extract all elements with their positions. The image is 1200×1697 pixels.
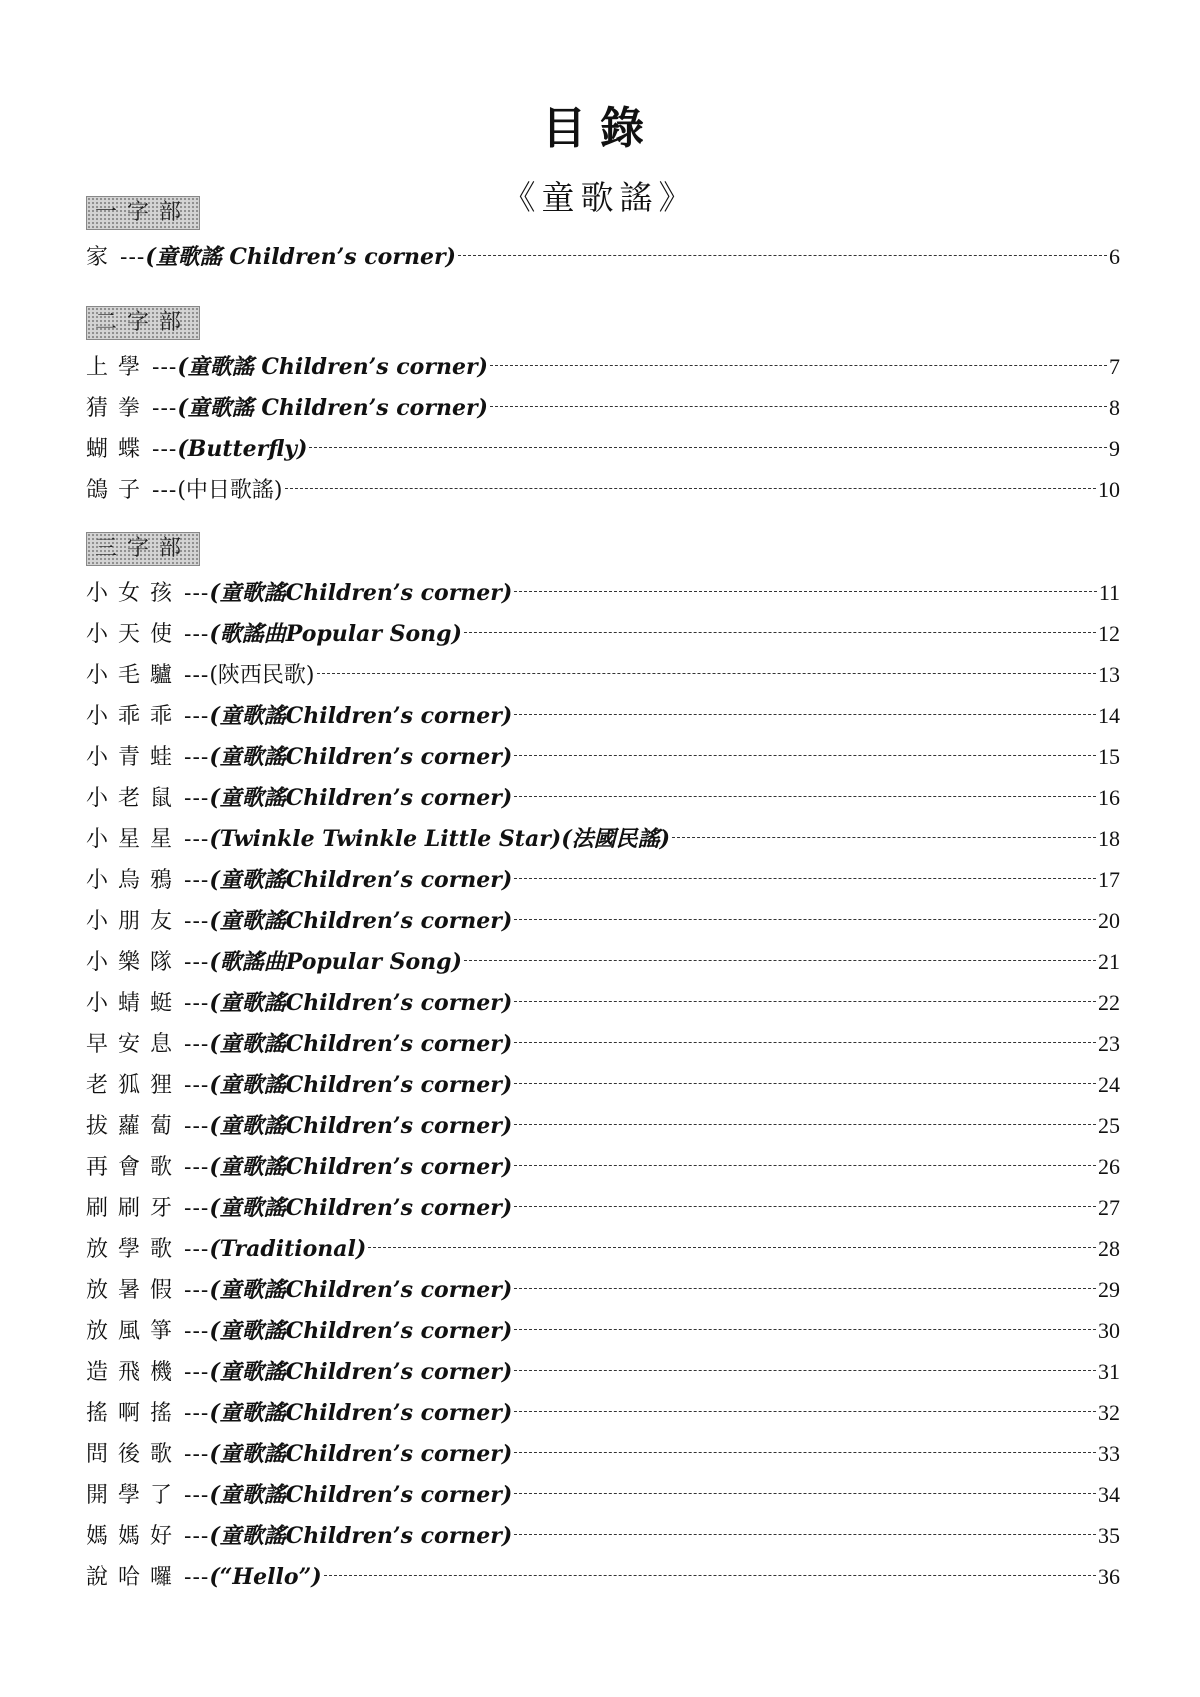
- page-subtitle: 《童歌謠》: [502, 178, 698, 217]
- entry-dash: ---: [152, 355, 178, 380]
- entry-page-number: 30: [1098, 1318, 1120, 1343]
- entry-dash: ---: [184, 1032, 210, 1057]
- toc-entry[interactable]: [86, 1310, 1120, 1351]
- toc-entry[interactable]: [86, 1146, 1120, 1187]
- toc-entry[interactable]: [86, 859, 1120, 900]
- entry-description: (Butterfly): [177, 436, 308, 462]
- entry-page-number: 20: [1098, 908, 1120, 933]
- entry-dash: ---: [184, 786, 210, 811]
- section-three-char: [86, 532, 1120, 1597]
- dot-leader: [514, 1370, 1096, 1371]
- entry-page-number: 34: [1098, 1482, 1120, 1507]
- entry-description: (“Hello”): [209, 1564, 322, 1590]
- toc-entry[interactable]: [86, 572, 1120, 613]
- entry-dash: ---: [184, 991, 210, 1016]
- toc-entry[interactable]: [86, 1187, 1120, 1228]
- entry-page-number: 6: [1109, 244, 1120, 269]
- page-title: 目錄: [542, 103, 658, 154]
- entry-page-number: 22: [1098, 990, 1120, 1015]
- entry-title: 小烏鴉: [86, 868, 183, 893]
- entry-description: (童歌謠Children’s corner): [209, 785, 513, 811]
- entry-page-number: 8: [1109, 395, 1120, 420]
- entry-title: 再會歌: [86, 1155, 183, 1180]
- entry-page-number: 27: [1098, 1195, 1120, 1220]
- entry-description: (童歌謠Children’s corner): [209, 1318, 513, 1344]
- dot-leader: [514, 591, 1097, 592]
- entry-description: (童歌謠Children’s corner): [209, 990, 513, 1016]
- entry-title: 開學了: [86, 1483, 183, 1508]
- entry-title: 小天使: [86, 622, 183, 647]
- entry-page-number: 28: [1098, 1236, 1120, 1261]
- entry-title: 小老鼠: [86, 786, 183, 811]
- entry-description: (童歌謠 Children’s corner): [177, 395, 488, 421]
- entry-title: 小女孩: [86, 581, 183, 606]
- entry-dash: ---: [184, 950, 210, 975]
- entry-dash: ---: [184, 909, 210, 934]
- entry-description: (歌謠曲Popular Song): [209, 949, 462, 975]
- entry-page-number: 36: [1098, 1564, 1120, 1589]
- entry-title: 媽媽好: [86, 1524, 183, 1549]
- entry-description: (童歌謠Children’s corner): [209, 1277, 513, 1303]
- entry-title: 上學: [86, 355, 151, 380]
- entry-title: 搖啊搖: [86, 1401, 183, 1426]
- entry-description: (童歌謠Children’s corner): [209, 1031, 513, 1057]
- entry-page-number: 21: [1098, 949, 1120, 974]
- entry-description: (中日歌謠): [177, 478, 283, 503]
- toc-entry[interactable]: [86, 900, 1120, 941]
- toc-entry[interactable]: [86, 428, 1120, 469]
- entry-dash: ---: [184, 827, 210, 852]
- entry-dash: ---: [184, 1401, 210, 1426]
- entry-dash: ---: [184, 704, 210, 729]
- toc-entry[interactable]: [86, 1023, 1120, 1064]
- entry-page-number: 24: [1098, 1072, 1120, 1097]
- section-header: 二字部: [86, 306, 200, 340]
- entry-page-number: 29: [1098, 1277, 1120, 1302]
- entry-dash: ---: [184, 1155, 210, 1180]
- entry-page-number: 17: [1098, 867, 1120, 892]
- toc-entry[interactable]: [86, 1556, 1120, 1597]
- dot-leader: [672, 837, 1096, 838]
- dot-leader: [514, 1165, 1096, 1166]
- entry-title: 小青蛙: [86, 745, 183, 770]
- entry-page-number: 32: [1098, 1400, 1120, 1425]
- toc-entry[interactable]: [86, 654, 1120, 695]
- entry-page-number: 12: [1098, 621, 1120, 646]
- entry-title: 小樂隊: [86, 950, 183, 975]
- toc-entry[interactable]: [86, 818, 1120, 859]
- entry-description: (童歌謠Children’s corner): [209, 1154, 513, 1180]
- entry-title: 拔蘿蔔: [86, 1114, 183, 1139]
- entry-page-number: 15: [1098, 744, 1120, 769]
- entry-description: (童歌謠Children’s corner): [209, 1195, 513, 1221]
- entry-page-number: 14: [1098, 703, 1120, 728]
- entry-dash: ---: [120, 245, 146, 270]
- entry-description: (童歌謠 Children’s corner): [145, 244, 456, 270]
- toc-entry[interactable]: [86, 236, 1120, 277]
- dot-leader: [324, 1575, 1096, 1576]
- entry-dash: ---: [152, 396, 178, 421]
- dot-leader: [514, 878, 1096, 879]
- entry-page-number: 23: [1098, 1031, 1120, 1056]
- entry-description: (Traditional): [209, 1236, 367, 1262]
- entry-page-number: 13: [1098, 662, 1120, 687]
- entry-page-number: 33: [1098, 1441, 1120, 1466]
- entry-page-number: 35: [1098, 1523, 1120, 1548]
- dot-leader: [514, 1124, 1096, 1125]
- dot-leader: [464, 632, 1096, 633]
- section-one-char: [86, 196, 1120, 277]
- dot-leader: [514, 919, 1096, 920]
- dot-leader: [514, 1329, 1096, 1330]
- entry-title: 家: [86, 245, 119, 270]
- section-two-char: [86, 306, 1120, 510]
- toc-entry[interactable]: [86, 1351, 1120, 1392]
- entry-dash: ---: [184, 581, 210, 606]
- toc-entry[interactable]: [86, 346, 1120, 387]
- toc-entry[interactable]: [86, 736, 1120, 777]
- entry-page-number: 16: [1098, 785, 1120, 810]
- section-header: 三字部: [86, 532, 200, 566]
- entry-title: 造飛機: [86, 1360, 183, 1385]
- entry-title: 刷刷牙: [86, 1196, 183, 1221]
- entry-dash: ---: [152, 437, 178, 462]
- toc-entry[interactable]: [86, 941, 1120, 982]
- entry-dash: ---: [152, 478, 178, 503]
- entry-description: (童歌謠Children’s corner): [209, 1441, 513, 1467]
- dot-leader: [514, 1288, 1096, 1289]
- entry-dash: ---: [184, 1565, 210, 1590]
- entry-title: 鴿子: [86, 478, 151, 503]
- entry-title: 小朋友: [86, 909, 183, 934]
- entry-description: (童歌謠Children’s corner): [209, 1359, 513, 1385]
- entry-dash: ---: [184, 1319, 210, 1344]
- entry-page-number: 7: [1109, 354, 1120, 379]
- entry-description: (童歌謠Children’s corner): [209, 908, 513, 934]
- entry-dash: ---: [184, 1237, 210, 1262]
- dot-leader: [285, 488, 1097, 489]
- toc-entry[interactable]: [86, 1269, 1120, 1310]
- entry-title: 放暑假: [86, 1278, 183, 1303]
- entry-description: (童歌謠Children’s corner): [209, 867, 513, 893]
- dot-leader: [514, 1206, 1096, 1207]
- dot-leader: [368, 1247, 1096, 1248]
- toc-entry[interactable]: [86, 387, 1120, 428]
- entry-title: 小星星: [86, 827, 183, 852]
- entry-description: (Twinkle Twinkle Little Star)(法國民謠): [209, 826, 671, 852]
- entry-dash: ---: [184, 1196, 210, 1221]
- toc-entry[interactable]: [86, 777, 1120, 818]
- entry-dash: ---: [184, 1073, 210, 1098]
- dot-leader: [514, 1493, 1096, 1494]
- dot-leader: [317, 673, 1097, 674]
- entry-page-number: 18: [1098, 826, 1120, 851]
- dot-leader: [514, 1452, 1096, 1453]
- toc-entry[interactable]: [86, 613, 1120, 654]
- dot-leader: [490, 365, 1107, 366]
- entry-page-number: 9: [1109, 436, 1120, 461]
- entry-title: 小毛驢: [86, 663, 183, 688]
- entry-title: 說哈囉: [86, 1565, 183, 1590]
- dot-leader: [514, 1001, 1096, 1002]
- entry-title: 蝴蝶: [86, 437, 151, 462]
- entry-page-number: 31: [1098, 1359, 1120, 1384]
- entry-description: (歌謠曲Popular Song): [209, 621, 462, 647]
- entry-title: 放風箏: [86, 1319, 183, 1344]
- entry-title: 早安息: [86, 1032, 183, 1057]
- entry-title: 小蜻蜓: [86, 991, 183, 1016]
- toc-entry[interactable]: [86, 1228, 1120, 1269]
- toc-entry[interactable]: [86, 469, 1120, 510]
- entry-description: (童歌謠Children’s corner): [209, 703, 513, 729]
- toc-entry[interactable]: [86, 695, 1120, 736]
- entry-description: (童歌謠Children’s corner): [209, 580, 513, 606]
- entry-description: (童歌謠Children’s corner): [209, 1113, 513, 1139]
- entry-dash: ---: [184, 622, 210, 647]
- dot-leader: [514, 1083, 1096, 1084]
- entry-description: (童歌謠Children’s corner): [209, 1072, 513, 1098]
- entry-description: (童歌謠Children’s corner): [209, 1482, 513, 1508]
- entry-page-number: 26: [1098, 1154, 1120, 1179]
- dot-leader: [514, 1411, 1096, 1412]
- entry-dash: ---: [184, 1524, 210, 1549]
- entry-page-number: 25: [1098, 1113, 1120, 1138]
- entry-description: (陝西民歌): [209, 663, 315, 688]
- entry-dash: ---: [184, 663, 210, 688]
- entry-page-number: 10: [1098, 477, 1120, 502]
- toc-entry[interactable]: [86, 1064, 1120, 1105]
- dot-leader: [458, 255, 1107, 256]
- entry-title: 放學歌: [86, 1237, 183, 1262]
- entry-dash: ---: [184, 868, 210, 893]
- dot-leader: [309, 447, 1107, 448]
- dot-leader: [514, 796, 1096, 797]
- entry-page-number: 11: [1098, 580, 1120, 605]
- entry-dash: ---: [184, 1114, 210, 1139]
- entry-dash: ---: [184, 1442, 210, 1467]
- toc-entry[interactable]: [86, 1515, 1120, 1556]
- entry-title: 問後歌: [86, 1442, 183, 1467]
- toc-entry[interactable]: [86, 1474, 1120, 1515]
- dot-leader: [514, 714, 1096, 715]
- entry-description: (童歌謠Children’s corner): [209, 1400, 513, 1426]
- entry-description: (童歌謠Children’s corner): [209, 744, 513, 770]
- entry-dash: ---: [184, 1360, 210, 1385]
- dot-leader: [490, 406, 1107, 407]
- toc-entry[interactable]: [86, 1433, 1120, 1474]
- entry-description: (童歌謠 Children’s corner): [177, 354, 488, 380]
- entry-dash: ---: [184, 745, 210, 770]
- toc-entry[interactable]: [86, 1392, 1120, 1433]
- entry-dash: ---: [184, 1483, 210, 1508]
- entry-title: 老狐狸: [86, 1073, 183, 1098]
- entry-dash: ---: [184, 1278, 210, 1303]
- dot-leader: [514, 1534, 1096, 1535]
- entry-description: (童歌謠Children’s corner): [209, 1523, 513, 1549]
- entry-title: 猜拳: [86, 396, 151, 421]
- entry-title: 小乖乖: [86, 704, 183, 729]
- toc-entry[interactable]: [86, 1105, 1120, 1146]
- dot-leader: [464, 960, 1096, 961]
- dot-leader: [514, 755, 1096, 756]
- toc-entry[interactable]: [86, 982, 1120, 1023]
- section-header: 一字部: [86, 196, 200, 230]
- dot-leader: [514, 1042, 1096, 1043]
